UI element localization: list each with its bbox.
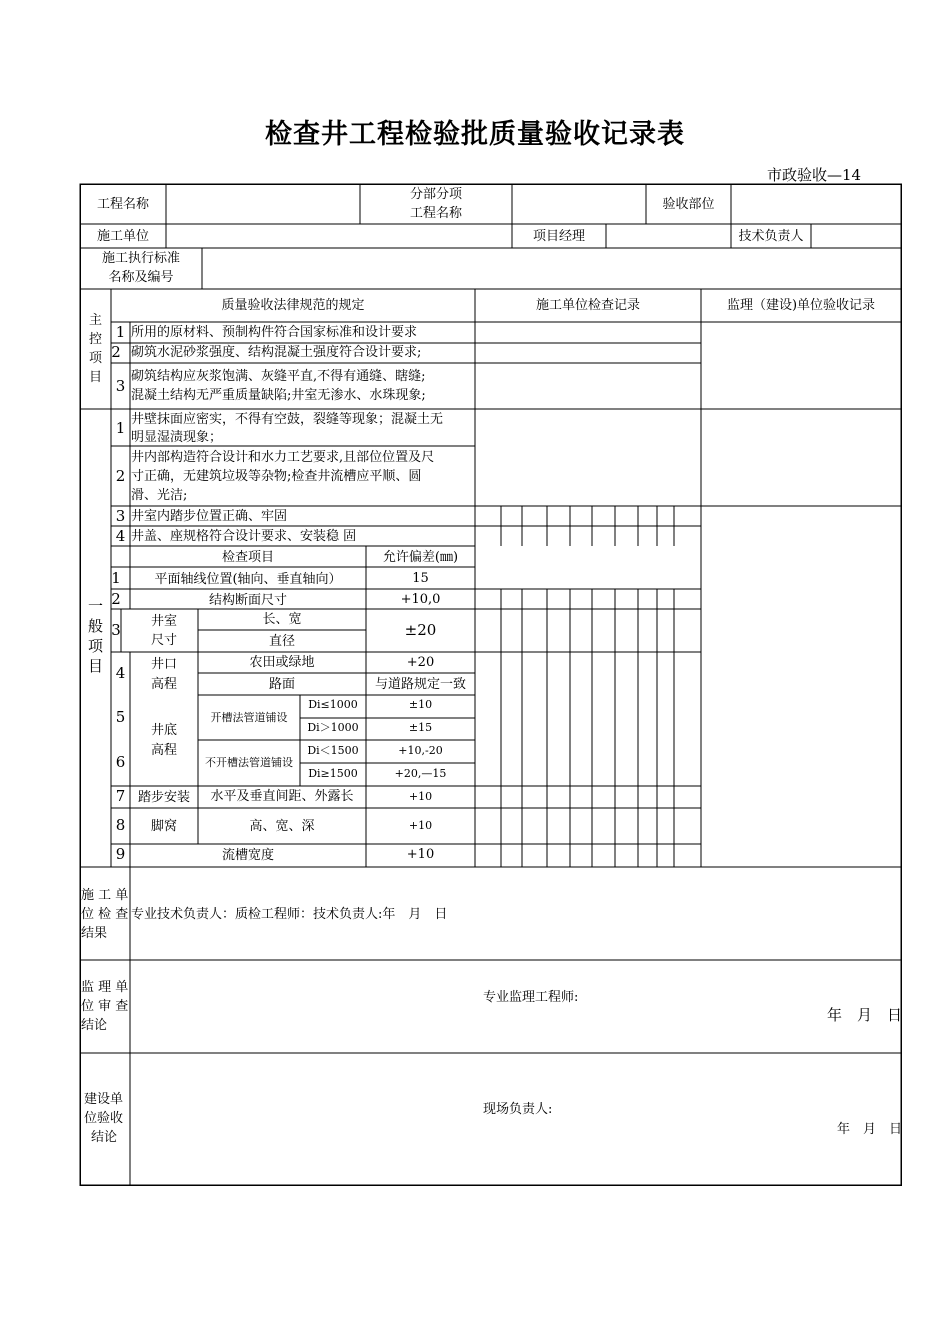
tolerance-header-allow: 允许偏差(㎜): [382, 550, 459, 565]
tolerance-value: +10: [408, 790, 433, 803]
tolerance-group-label: 高程: [150, 743, 177, 758]
tolerance-value: ±10: [408, 698, 433, 711]
tolerance-item-name: 平面轴线位置(轴向、垂直轴向）: [154, 572, 342, 587]
main-item-text: 砌筑水泥砂浆强度、结构混凝土强度符合设计要求;: [131, 345, 422, 360]
label-sub-project-line1: 分部分项: [409, 187, 462, 202]
owner-conclusion-label: 结论: [91, 1130, 118, 1145]
tolerance-value: +10,0: [400, 592, 441, 607]
contractor-result-label: 结果: [81, 926, 108, 941]
tolerance-sub-item: 长、宽: [262, 612, 302, 627]
tolerance-sub-item: 高、宽、深: [249, 819, 315, 834]
general-label-char: 项: [87, 637, 103, 655]
main-item-text: 混凝土结构无严重质量缺陷;井室无渗水、水珠现象;: [131, 388, 426, 403]
general-item-number: 4: [115, 527, 126, 545]
general-item-text: 井内部构造符合设计和水力工艺要求,且部位位置及尺: [131, 450, 435, 465]
general-item-text: 井盖、座规格符合设计要求、安装稳 固: [131, 529, 357, 544]
tolerance-method: 开槽法管道铺设: [210, 711, 288, 724]
tolerance-value: 15: [412, 571, 429, 586]
supervisor-date: 年 月 日: [827, 1006, 903, 1024]
general-item-text: 滑、光洁;: [131, 488, 188, 503]
site-leader-signature: 现场负责人:: [483, 1102, 553, 1117]
tolerance-sub-item: Di≤1000: [308, 698, 358, 711]
tolerance-sub-item: 农田或绿地: [249, 655, 315, 670]
tolerance-value: +10: [406, 847, 435, 862]
tolerance-value: +20,—15: [394, 767, 447, 780]
general-label-char: 般: [87, 617, 103, 635]
tolerance-number: 8: [115, 816, 126, 834]
tolerance-sub-item: Di＜1500: [307, 744, 359, 757]
owner-conclusion-label: 位验收: [84, 1111, 124, 1126]
supervisor-conclusion-label: 位 审 查: [81, 999, 129, 1014]
label-tech-leader: 技术负责人: [738, 229, 804, 244]
general-item-text: 明显湿渍现象；: [131, 430, 223, 445]
tolerance-sub-item: 水平及垂直间距、外露长: [210, 789, 354, 804]
tolerance-number: 7: [115, 787, 126, 805]
main-item-number: 1: [115, 323, 126, 341]
tolerance-number: 2: [111, 590, 121, 608]
tolerance-value: +20: [406, 655, 435, 670]
main-item-text: 砌筑结构应灰浆饱满、灰缝平直,不得有通缝、瞎缝;: [131, 369, 426, 384]
main-item-number: 2: [111, 343, 121, 361]
tolerance-item-name: 流槽宽度: [221, 848, 274, 863]
tolerance-number: 3: [111, 621, 121, 639]
general-item-text: 井壁抹面应密实，不得有空鼓，裂缝等现象；混凝土无: [131, 412, 444, 427]
label-project-name: 工程名称: [96, 197, 149, 212]
form-number: 市政验收—14: [767, 166, 862, 184]
main-item-text: 所用的原材料、预制构件符合国家标准和设计要求: [131, 325, 418, 340]
tolerance-header-item: 检查项目: [221, 550, 274, 565]
tolerance-sub-item: 直径: [268, 634, 295, 649]
tolerance-item-name: 踏步安装: [137, 790, 190, 805]
main-control-label-char: 控: [88, 332, 102, 347]
label-inspect-part: 验收部位: [662, 197, 715, 212]
tolerance-group-label: 高程: [150, 677, 177, 692]
main-control-label-char: 项: [88, 351, 102, 366]
tolerance-value: +10,-20: [398, 744, 443, 757]
main-control-label-char: 目: [88, 370, 102, 385]
general-item-number: 1: [115, 419, 126, 437]
contractor-result-label: 施 工 单: [81, 888, 129, 903]
general-label-char: 目: [87, 657, 103, 675]
tolerance-item-name: 脚窝: [150, 819, 177, 834]
tolerance-value: +10: [408, 819, 433, 832]
label-project-manager: 项目经理: [532, 229, 585, 244]
tolerance-method: 不开槽法管道铺设: [205, 756, 293, 769]
label-standard-line1: 施工执行标准: [101, 251, 180, 266]
tolerance-group-label: 井口: [150, 657, 177, 672]
tolerance-group-label: 尺寸: [150, 633, 177, 648]
column-header-spec: 质量验收法律规范的规定: [221, 298, 365, 313]
tolerance-number: 1: [111, 569, 121, 587]
tolerance-value: ±15: [408, 721, 433, 734]
tolerance-item-name: 结构断面尺寸: [208, 593, 287, 608]
label-sub-project-line2: 工程名称: [409, 206, 462, 221]
tolerance-number: 9: [115, 845, 126, 863]
owner-conclusion-label: 建设单: [84, 1092, 124, 1107]
tolerance-value: ±20: [404, 621, 437, 639]
general-item-number: 3: [115, 507, 126, 525]
main-item-number: 3: [115, 377, 126, 395]
tolerance-number: 6: [115, 753, 126, 771]
label-standard-line2: 名称及编号: [108, 270, 174, 285]
supervisor-conclusion-label: 监 理 单: [81, 980, 129, 995]
column-header-contractor-check: 施工单位检查记录: [535, 298, 640, 313]
tolerance-sub-item: 路面: [268, 677, 295, 692]
label-contractor: 施工单位: [96, 229, 149, 244]
tolerance-group-label: 井底: [150, 723, 177, 738]
owner-date: 年 月 日: [837, 1122, 903, 1137]
supervisor-conclusion-label: 结论: [81, 1018, 108, 1033]
main-control-label-char: 主: [88, 313, 102, 328]
supervisor-engineer-signature: 专业监理工程师:: [483, 990, 579, 1005]
contractor-signatures: 专业技术负责人：质检工程师：技术负责人:年 月 日: [131, 907, 448, 922]
general-label-char: 一: [87, 597, 103, 615]
tolerance-number: 4: [115, 664, 126, 682]
tolerance-number: 5: [115, 708, 126, 726]
tolerance-sub-item: Di＞1000: [307, 721, 359, 734]
general-item-number: 2: [115, 467, 126, 485]
general-item-text: 寸正确，无建筑垃圾等杂物;检查井流槽应平顺、圆: [131, 469, 422, 484]
contractor-result-label: 位 检 查: [81, 907, 129, 922]
tolerance-value: 与道路规定一致: [374, 677, 466, 692]
column-header-supervisor-record: 监理（建设)单位验收记录: [726, 298, 876, 313]
tolerance-group-label: 井室: [150, 614, 177, 629]
tolerance-sub-item: Di≥1500: [308, 767, 358, 780]
general-item-text: 井室内踏步位置正确、牢固: [131, 509, 288, 524]
page-title: 检查井工程检验批质量验收记录表: [265, 119, 685, 150]
